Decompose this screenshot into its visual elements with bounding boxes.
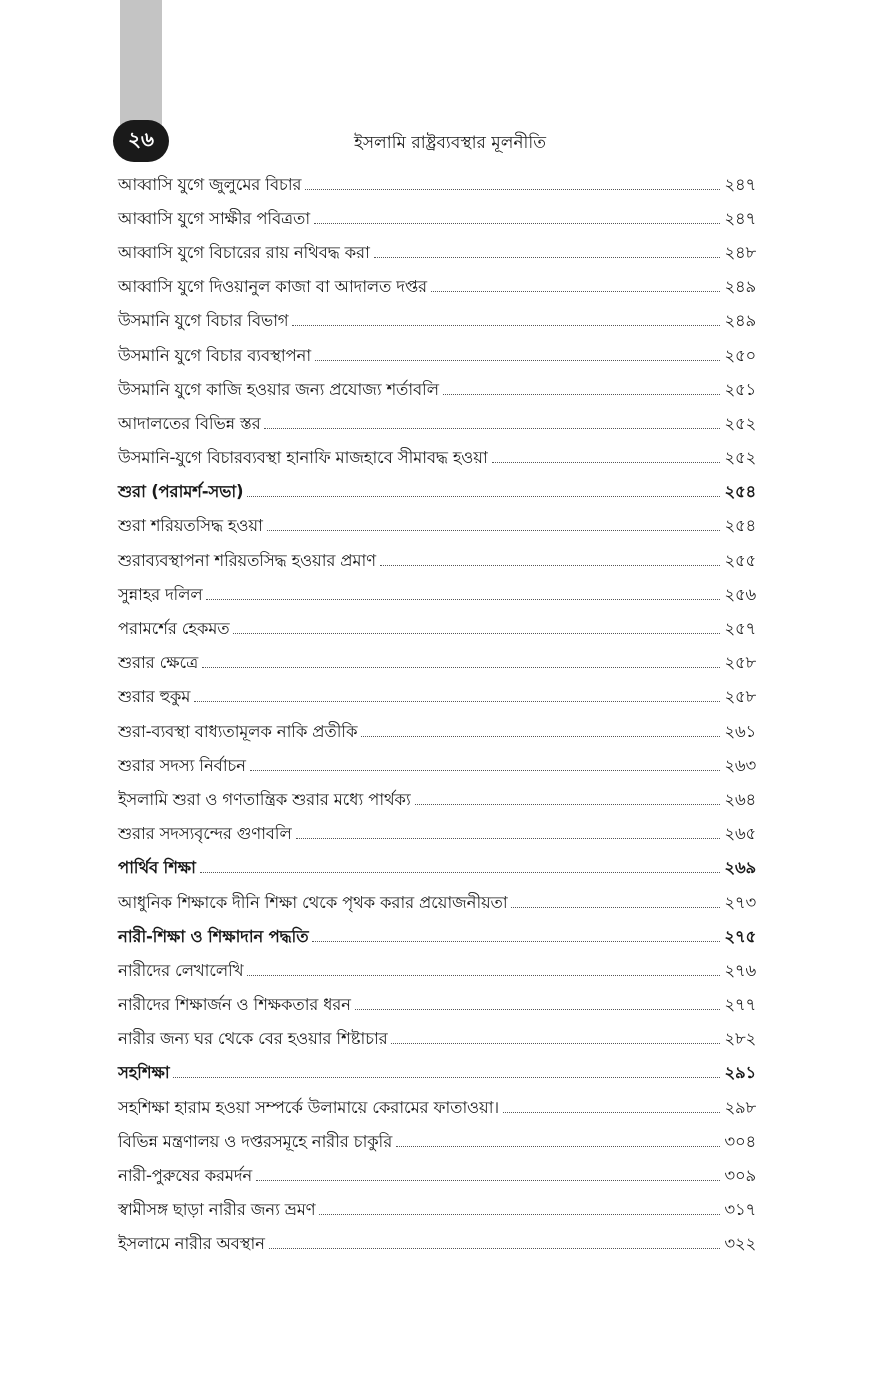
toc-entry-page: ২৫২	[724, 413, 756, 433]
dot-leader	[173, 1077, 720, 1078]
toc-entry-title: আদালতের বিভিন্ন স্তর	[118, 413, 261, 433]
dot-leader	[319, 1214, 720, 1215]
dot-leader	[312, 941, 720, 942]
toc-entry-title: ইসলামে নারীর অবস্থান	[118, 1234, 265, 1254]
toc-entry-title: শুরা শরিয়তসিদ্ধ হওয়া	[118, 516, 263, 536]
toc-entry-page: ২৫২	[724, 448, 756, 468]
toc-entry[interactable]	[118, 1194, 756, 1228]
toc-entry[interactable]	[118, 989, 756, 1023]
dot-leader	[361, 736, 720, 737]
toc-entry-title: শুরার সদস্য নির্বাচন	[118, 755, 246, 775]
dot-leader	[391, 1043, 720, 1044]
toc-entry[interactable]	[118, 886, 756, 920]
toc-entry[interactable]	[118, 544, 756, 578]
toc-entry-page: ৩০৪	[724, 1131, 756, 1151]
toc-entry-page: ২৫৬	[724, 584, 756, 604]
toc-entry-title: নারীদের শিক্ষার্জন ও শিক্ষকতার ধরন	[118, 995, 351, 1015]
toc-entry[interactable]	[118, 954, 756, 988]
toc-entry-title: সহশিক্ষা	[118, 1063, 170, 1083]
toc-entry[interactable]	[118, 305, 756, 339]
toc-entry-title: সুন্নাহর দলিল	[118, 584, 203, 604]
dot-leader	[233, 633, 720, 634]
dot-leader	[200, 872, 721, 873]
toc-entry[interactable]	[118, 236, 756, 270]
toc-entry-page: ২৯১	[724, 1063, 756, 1083]
toc-entry[interactable]	[118, 442, 756, 476]
toc-entry-title: নারীর জন্য ঘর থেকে বের হওয়ার শিষ্টাচার	[118, 1029, 388, 1049]
toc-entry[interactable]	[118, 715, 756, 749]
toc-entry[interactable]	[118, 783, 756, 817]
toc-entry-title: আব্বাসি যুগে জুলুমের বিচার	[118, 174, 302, 194]
toc-entry-page: ২৭৩	[724, 892, 756, 912]
dot-leader	[492, 462, 721, 463]
toc-entry-page: ২৫১	[724, 379, 756, 399]
toc-entry-title: পরামর্শের হেকমত	[118, 619, 230, 639]
toc-entry-page: ২৪৮	[724, 242, 756, 262]
toc-entry-title: শুরার ক্ষেত্রে	[118, 653, 199, 673]
dot-leader	[305, 189, 720, 190]
dot-leader	[431, 291, 721, 292]
toc-entry-page: ২৬৫	[724, 824, 756, 844]
table-of-contents	[118, 168, 756, 1262]
dot-leader	[503, 1112, 720, 1113]
dot-leader	[250, 770, 721, 771]
toc-entry-page: ২৫৭	[724, 619, 756, 639]
dot-leader	[443, 394, 721, 395]
dot-leader	[314, 223, 720, 224]
toc-entry-page: ৩২২	[724, 1234, 756, 1254]
dot-leader	[206, 599, 720, 600]
toc-entry-title: শুরার সদস্যবৃন্দের গুণাবলি	[118, 824, 292, 844]
toc-entry-page: ২৪৯	[724, 277, 756, 297]
page-number-badge: ২৬	[113, 120, 169, 162]
toc-entry-page: ২৭৫	[724, 926, 756, 946]
toc-entry-title: নারী-পুরুষের করমর্দন	[118, 1166, 252, 1186]
toc-entry-title: উসমানি যুগে বিচার ব্যবস্থাপনা	[118, 345, 311, 365]
toc-entry-title: ইসলামি শুরা ও গণতান্ত্রিক শুরার মধ্যে পার্থক্য	[118, 789, 411, 809]
toc-entry-title: আধুনিক শিক্ষাকে দীনি শিক্ষা থেকে পৃথক করার প্রয়োজনীয়তা	[118, 892, 508, 912]
toc-entry-page: ২৬৩	[724, 755, 756, 775]
toc-entry[interactable]	[118, 681, 756, 715]
toc-entry-page: ২৫৪	[724, 516, 756, 536]
dot-leader	[355, 1009, 721, 1010]
toc-entry[interactable]	[118, 1023, 756, 1057]
toc-section-heading[interactable]	[118, 476, 756, 510]
toc-entry[interactable]	[118, 578, 756, 612]
toc-entry[interactable]	[118, 339, 756, 373]
dot-leader	[256, 1180, 720, 1181]
toc-section-heading[interactable]	[118, 1057, 756, 1091]
toc-entry-title: আব্বাসি যুগে সাক্ষীর পবিত্রতা	[118, 208, 310, 228]
dot-leader	[247, 975, 720, 976]
toc-entry[interactable]	[118, 373, 756, 407]
toc-entry-title: উসমানি-যুগে বিচারব্যবস্থা হানাফি মাজহাবে সীমাবদ্ধ হওয়া	[118, 448, 488, 468]
toc-entry-page: ২৬১	[724, 721, 756, 741]
toc-entry-page: ২৫৫	[724, 550, 756, 570]
dot-leader	[511, 907, 720, 908]
toc-entry-page: ২৮২	[724, 1029, 756, 1049]
toc-entry-title: উসমানি যুগে বিচার বিভাগ	[118, 311, 289, 331]
toc-entry-title: শুরাব্যবস্থাপনা শরিয়তসিদ্ধ হওয়ার প্রমাণ	[118, 550, 376, 570]
toc-entry-title: বিভিন্ন মন্ত্রণালয় ও দপ্তরসমূহে নারীর চাকুরি	[118, 1131, 393, 1151]
dot-leader	[264, 428, 720, 429]
toc-entry[interactable]	[118, 202, 756, 236]
dot-leader	[292, 325, 720, 326]
toc-entry-page: ২৯৮	[724, 1097, 756, 1117]
toc-entry[interactable]	[118, 612, 756, 646]
dot-leader	[415, 804, 721, 805]
toc-entry[interactable]	[118, 407, 756, 441]
toc-entry-title: শুরা (পরামর্শ-সভা)	[118, 482, 244, 502]
toc-entry-page: ২৪৭	[724, 174, 756, 194]
toc-entry[interactable]	[118, 510, 756, 544]
toc-entry-page: ২৬৯	[724, 858, 756, 878]
toc-entry-title: শুরা-ব্যবস্থা বাধ্যতামূলক নাকি প্রতীকি	[118, 721, 358, 741]
toc-entry-title: নারীদের লেখালেখি	[118, 960, 244, 980]
dot-leader	[267, 530, 721, 531]
toc-entry-page: ২৭৬	[724, 960, 756, 980]
toc-entry-page: ৩১৭	[724, 1200, 756, 1220]
toc-entry-page: ২৭৭	[724, 995, 756, 1015]
toc-entry-title: উসমানি যুগে কাজি হওয়ার জন্য প্রযোজ্য শর্তাবলি	[118, 379, 439, 399]
dot-leader	[380, 565, 721, 566]
toc-entry-title: আব্বাসি যুগে দিওয়ানুল কাজা বা আদালত দপ্তর	[118, 277, 427, 297]
dot-leader	[269, 1248, 721, 1249]
dot-leader	[296, 838, 721, 839]
toc-entry-page: ৩০৯	[724, 1166, 756, 1186]
toc-entry[interactable]	[118, 168, 756, 202]
dot-leader	[315, 360, 721, 361]
toc-entry-page: ২৫৮	[724, 687, 756, 707]
toc-entry-title: নারী-শিক্ষা ও শিক্ষাদান পদ্ধতি	[118, 926, 309, 946]
running-title: ইসলামি রাষ্ট্রব্যবস্থার মূলনীতি	[353, 133, 547, 153]
toc-entry-page: ২৬৪	[724, 789, 756, 809]
toc-entry-page: ২৫০	[724, 345, 756, 365]
toc-entry[interactable]	[118, 271, 756, 305]
toc-entry-title: শুরার হুকুম	[118, 687, 191, 707]
toc-entry[interactable]	[118, 647, 756, 681]
toc-section-heading[interactable]	[118, 920, 756, 954]
toc-entry-title: পার্থিব শিক্ষা	[118, 858, 196, 878]
toc-entry-title: সহশিক্ষা হারাম হওয়া সম্পর্কে উলামায়ে কেরামের ফাতাওয়া।	[118, 1097, 500, 1117]
toc-entry-page: ২৪৭	[724, 208, 756, 228]
dot-leader	[202, 667, 720, 668]
toc-entry[interactable]	[118, 1125, 756, 1159]
toc-entry[interactable]	[118, 818, 756, 852]
toc-entry[interactable]	[118, 1091, 756, 1125]
toc-entry-title: স্বামীসঙ্গ ছাড়া নারীর জন্য ভ্রমণ	[118, 1200, 316, 1220]
dot-leader	[194, 701, 720, 702]
toc-section-heading[interactable]	[118, 852, 756, 886]
toc-entry-page: ২৫৮	[724, 653, 756, 673]
toc-entry-page: ২৫৪	[724, 482, 756, 502]
dot-leader	[247, 496, 720, 497]
dot-leader	[374, 257, 721, 258]
dot-leader	[396, 1146, 720, 1147]
toc-entry[interactable]	[118, 749, 756, 783]
toc-entry[interactable]	[118, 1228, 756, 1262]
toc-entry-page: ২৪৯	[724, 311, 756, 331]
toc-entry[interactable]	[118, 1159, 756, 1193]
toc-entry-title: আব্বাসি যুগে বিচারের রায় নথিবদ্ধ করা	[118, 242, 370, 262]
